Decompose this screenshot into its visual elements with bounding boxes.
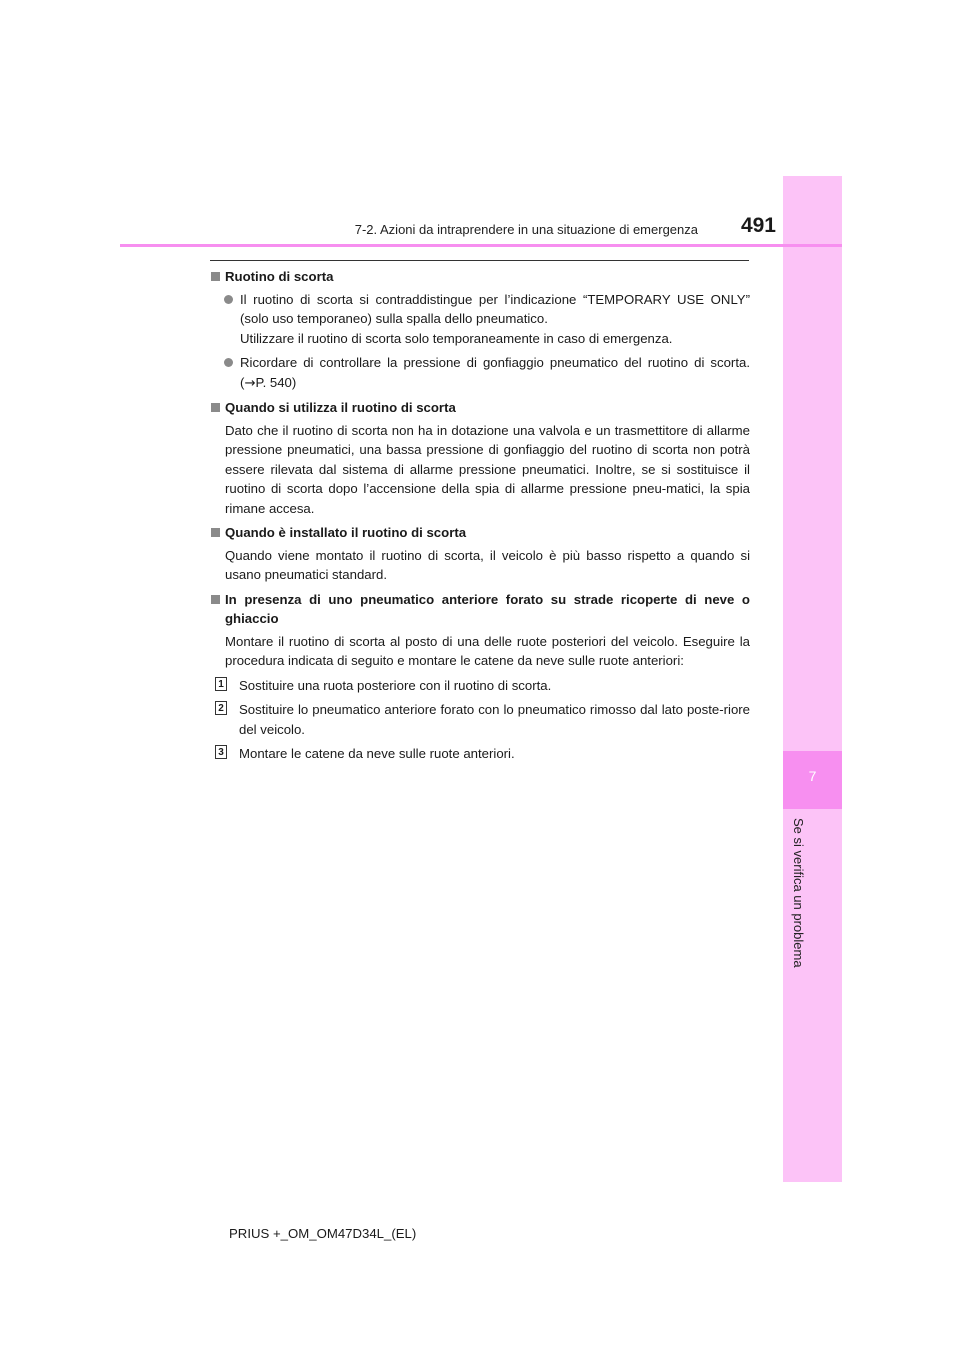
heading-text: Ruotino di scorta [225, 269, 334, 284]
content-body [210, 267, 750, 769]
step-number-badge: 2 [215, 701, 227, 715]
square-bullet-icon [211, 528, 220, 537]
square-bullet-icon [211, 595, 220, 604]
bullet-text: Utilizzare il ruotino di scorta solo temporaneamente in caso di emergenza. [240, 330, 673, 346]
circle-bullet-icon [224, 295, 233, 304]
step-number-badge: 1 [215, 677, 227, 691]
bullet-item: Ricordare di controllare la pressione di gonfiaggio pneumatico del ruotino di scorta. (→P. 540) [210, 353, 750, 393]
header-divider [120, 244, 842, 247]
step-text: Sostituire lo pneumatico anteriore forato con lo pneumatico rimosso dal lato poste-riore del veicolo. [239, 702, 750, 737]
paragraph: Dato che il ruotino di scorta non ha in dotazione una valvola e un trasmettitore di allarme pressione pneumatici, una bassa pressione di gonfiaggio del ruotino di scorta non potrà essere rilevata dal sistema di allarme pressione pneumatici. Inoltre, se si sostituisce il ruotino di scorta dopo l’accensione della spia di allarme pressione pneu-matici, la spia rimane accesa. [225, 422, 750, 516]
bullet-item [210, 290, 750, 349]
heading-text: Quando si utilizza il ruotino di scorta [225, 400, 456, 415]
bullet-text: Ricordare di controllare la pressione di gonfiaggio pneumatico del ruotino di scorta. [240, 355, 750, 370]
step-item [211, 676, 750, 696]
heading-text: Quando è installato il ruotino di scorta [225, 525, 467, 540]
heading-text: In presenza di uno pneumatico anteriore forato su strade ricoperte di neve o ghiaccio [225, 591, 750, 626]
step-text: Sostituire una ruota posteriore con il ruotino di scorta. [239, 677, 552, 693]
square-bullet-icon [211, 272, 220, 281]
chapter-side-tab [783, 176, 842, 1182]
bullet-text: Il ruotino di scorta si contraddistingue per l’indicazione “TEMPORARY USE ONLY” (solo uso temporaneo) sulla spalla dello pneumatico. [240, 291, 750, 326]
document-code: PRIUS +_OM_OM47D34L_(EL) [229, 1226, 417, 1241]
section-heading [210, 523, 750, 543]
step-item [211, 744, 750, 764]
step-number-badge: 3 [215, 745, 227, 759]
content-divider [210, 260, 749, 261]
section-title: 7-2. Azioni da intraprendere in una situazione di emergenza [354, 222, 698, 237]
chapter-number: 7 [808, 768, 817, 784]
step-text: Montare le catene da neve sulle ruote anteriori. [239, 746, 515, 761]
step-item [211, 700, 750, 739]
section-heading [210, 267, 750, 287]
paragraph: Montare il ruotino di scorta al posto di una delle ruote posteriori del veicolo. Eseguire la procedura indicata di seguito e montare le catene da neve sulle ruote anteriori: [225, 633, 750, 668]
square-bullet-icon [211, 403, 220, 412]
section-heading [210, 398, 750, 418]
paragraph: Quando viene montato il ruotino di scorta, il veicolo è più basso rispetto a quando si usano pneumatici standard. [225, 547, 750, 582]
arrow-icon: → [244, 375, 256, 391]
page-reference[interactable]: P. 540 [255, 374, 292, 390]
circle-bullet-icon [224, 358, 233, 367]
page-number: 491 [740, 214, 776, 237]
section-heading [210, 590, 750, 629]
chapter-title: Se si verifica un problema [791, 818, 806, 968]
